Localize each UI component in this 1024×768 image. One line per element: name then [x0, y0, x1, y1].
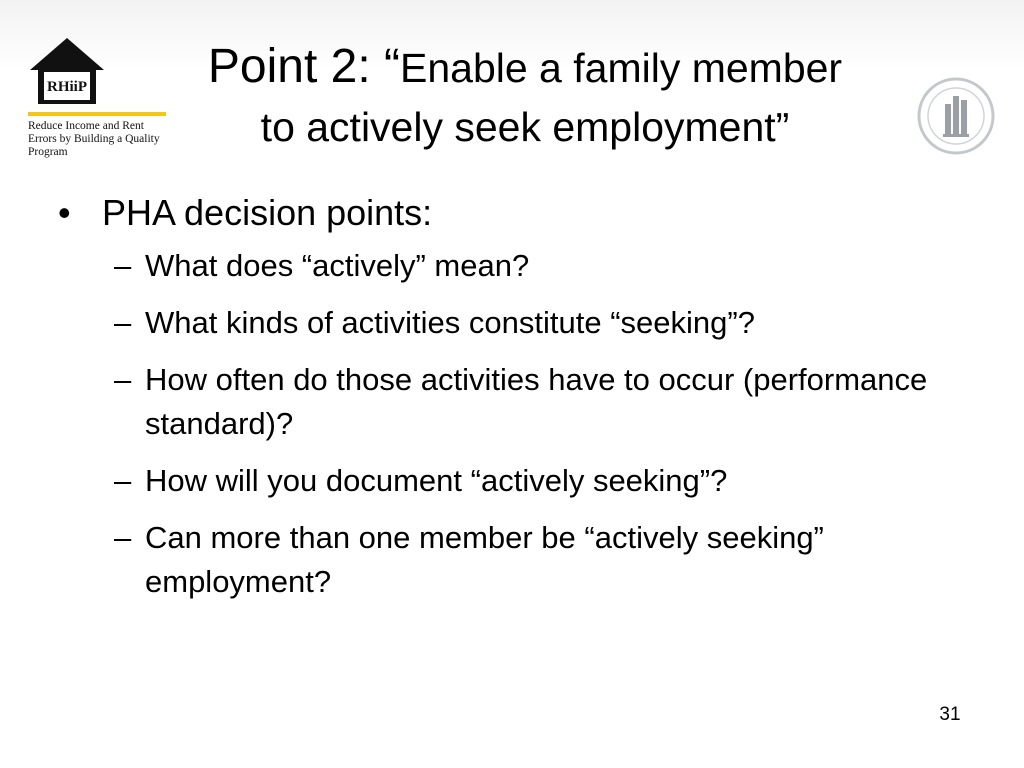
sub-bullet-text: What kinds of activities constitute “seeking”? — [145, 305, 755, 340]
sub-bullet-list — [56, 244, 976, 604]
house-icon — [26, 34, 108, 110]
slide-content — [56, 188, 976, 617]
page-number: 31 — [939, 704, 961, 725]
hud-seal-icon — [916, 76, 996, 156]
dash-marker: – — [114, 248, 132, 283]
sub-bullet-text: What does “actively” mean? — [145, 248, 530, 283]
dash-marker: – — [114, 305, 132, 340]
logo-caption: Reduce Income and Rent Errors by Building a Quality Program — [28, 120, 160, 158]
title-prefix: Point 2: “ — [207, 40, 400, 93]
logo-text: RHiiP — [47, 79, 87, 95]
sub-bullet-text: Can more than one member be “actively seeking” employment? — [145, 520, 824, 599]
sub-bullet-text: How will you document “actively seeking”? — [145, 463, 728, 498]
sub-bullet-item — [56, 516, 976, 604]
sub-bullet-item — [56, 459, 976, 503]
bullet-text: PHA decision points: — [102, 192, 433, 233]
dash-marker: – — [114, 463, 132, 498]
dash-marker: – — [114, 362, 132, 397]
dash-marker: – — [114, 520, 132, 555]
slide-title — [120, 38, 930, 156]
sub-bullet-item — [56, 301, 976, 345]
title-main: Enable a family member — [400, 45, 843, 91]
title-line2: to actively seek employment” — [260, 104, 790, 150]
bullet-item — [56, 188, 976, 238]
sub-bullet-item — [56, 244, 976, 288]
sub-bullet-item — [56, 358, 976, 446]
bullet-marker: • — [58, 192, 71, 233]
sub-bullet-text: How often do those activities have to occur (performance standard)? — [145, 362, 928, 441]
